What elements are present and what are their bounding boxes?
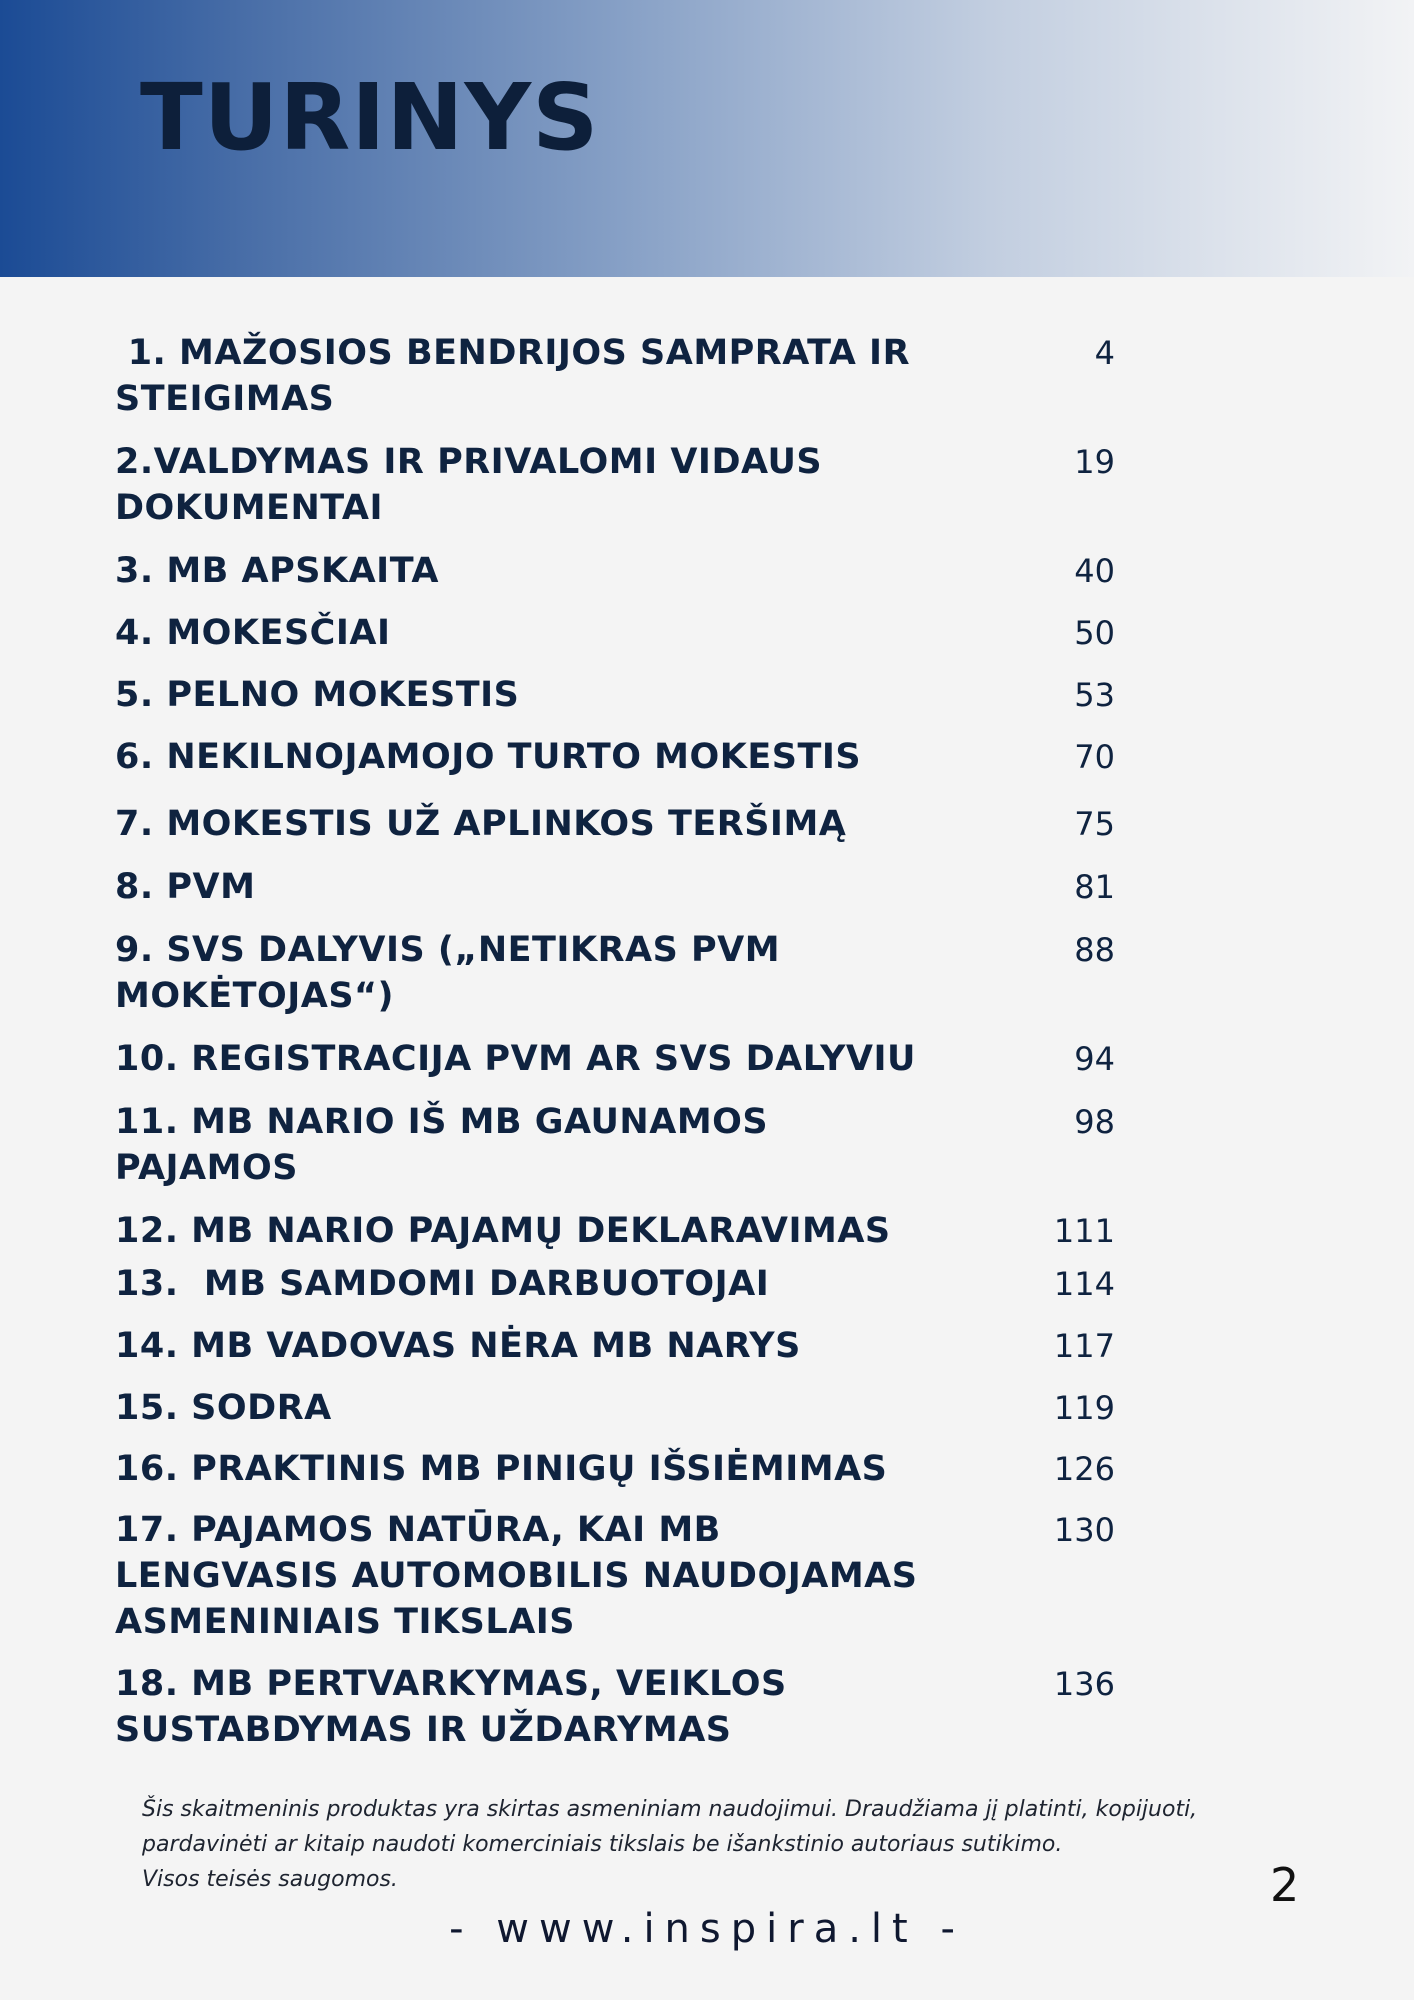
toc-entry-title: 2.VALDYMAS IR PRIVALOMI VIDAUS DOKUMENTAI bbox=[115, 442, 823, 528]
header-banner bbox=[0, 0, 1414, 277]
toc-entry-page: 98 bbox=[1074, 1103, 1115, 1141]
toc-entry-page: 94 bbox=[1074, 1040, 1115, 1078]
toc-entry-title: 6. NEKILNOJAMOJO TURTO MOKESTIS bbox=[115, 737, 862, 777]
website-link[interactable]: - www.inspira.lt - bbox=[449, 1906, 965, 1952]
toc-entry-page: 119 bbox=[1053, 1389, 1115, 1427]
toc-entry-page: 114 bbox=[1053, 1265, 1115, 1303]
page-number: 2 bbox=[1270, 1858, 1300, 1912]
toc-entry-page: 136 bbox=[1053, 1665, 1115, 1703]
toc-entry-title: 14. MB VADOVAS NĖRA MB NARYS bbox=[115, 1326, 801, 1366]
toc-entry-page: 88 bbox=[1074, 931, 1115, 969]
toc-entry-title: 13. MB SAMDOMI DARBUOTOJAI bbox=[115, 1264, 770, 1304]
toc-entry-title: 7. MOKESTIS UŽ APLINKOS TERŠIMĄ bbox=[115, 804, 847, 844]
toc-entry-page: 50 bbox=[1074, 614, 1115, 652]
toc-entry-title: 15. SODRA bbox=[115, 1388, 332, 1428]
toc-entry-title: 16. PRAKTINIS MB PINIGŲ IŠSIĖMIMAS bbox=[115, 1449, 888, 1489]
toc-entry-title: 4. MOKESČIAI bbox=[115, 613, 391, 653]
toc-entry-page: 126 bbox=[1053, 1450, 1115, 1488]
toc-entry-page: 111 bbox=[1053, 1212, 1115, 1250]
toc-entry-title: 1. MAŽOSIOS BENDRIJOS SAMPRATA IR STEIGIMAS bbox=[115, 333, 911, 419]
toc-entry-page: 75 bbox=[1074, 805, 1115, 843]
toc-entry-title: 18. MB PERTVARKYMAS, VEIKLOS SUSTABDYMAS IR UŽDARYMAS bbox=[115, 1664, 787, 1750]
toc-entry-title: 10. REGISTRACIJA PVM AR SVS DALYVIU bbox=[115, 1039, 916, 1079]
copyright-notice-line: pardavinėti ar kitaip naudoti komerciniais tikslais be išankstinio autoriaus sutikimo. bbox=[142, 1832, 1063, 1857]
toc-entry-title: 11. MB NARIO IŠ MB GAUNAMOS PAJAMOS bbox=[115, 1102, 769, 1188]
toc-entry-page: 70 bbox=[1074, 738, 1115, 776]
toc-entry-page: 53 bbox=[1074, 676, 1115, 714]
toc-entry-page: 81 bbox=[1074, 868, 1115, 906]
toc-entry-title: 8. PVM bbox=[115, 867, 256, 907]
copyright-notice-line: Šis skaitmeninis produktas yra skirtas asmeniniam naudojimui. Draudžiama jį platinti, kopijuoti, bbox=[142, 1797, 1198, 1822]
toc-entry-title: 12. MB NARIO PAJAMŲ DEKLARAVIMAS bbox=[115, 1211, 891, 1251]
toc-entry-title: 9. SVS DALYVIS („NETIKRAS PVM MOKĖTOJAS“) bbox=[115, 930, 781, 1016]
toc-entry-title: 5. PELNO MOKESTIS bbox=[115, 675, 520, 715]
toc-entry-title: 3. MB APSKAITA bbox=[115, 551, 439, 591]
toc-entry-title: 17. PAJAMOS NATŪRA, KAI MB LENGVASIS AUTOMOBILIS NAUDOJAMAS ASMENINIAIS TIKSLAIS bbox=[115, 1510, 918, 1642]
toc-entry-page: 40 bbox=[1074, 552, 1115, 590]
page-title: TURINYS bbox=[140, 64, 600, 171]
toc-entry-page: 130 bbox=[1053, 1511, 1115, 1549]
copyright-notice bbox=[142, 1792, 1252, 1897]
copyright-notice-line: Visos teisės saugomos. bbox=[142, 1867, 398, 1892]
toc-entry-page: 19 bbox=[1074, 443, 1115, 481]
toc-entry-page: 4 bbox=[1094, 334, 1115, 372]
toc-entry-page: 117 bbox=[1053, 1327, 1115, 1365]
